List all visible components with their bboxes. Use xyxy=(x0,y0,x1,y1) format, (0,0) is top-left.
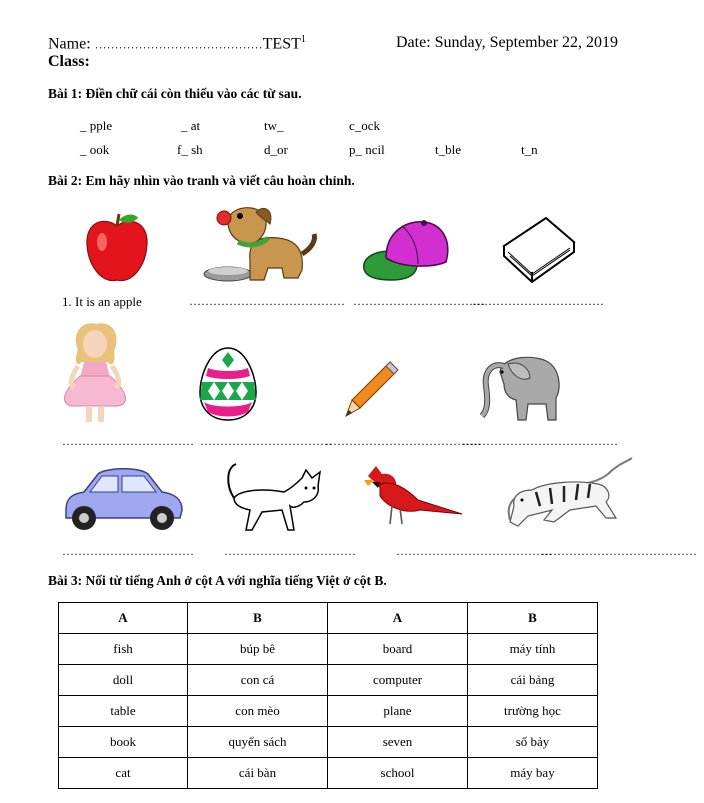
bai1-word: c_ock xyxy=(349,118,381,133)
bai1-word: t_ble xyxy=(435,142,461,157)
car-image xyxy=(62,464,184,534)
date-line: Date: Sunday, September 22, 2019 xyxy=(396,34,619,51)
bai3-title: Bài 3: Nối từ tiếng Anh ở cột A với nghĩa tiếng Việt ở cột B. xyxy=(48,573,387,588)
bai1-word: _ ook xyxy=(80,142,110,157)
answer-blank[interactable]: ………………………………… xyxy=(325,434,481,448)
bai1-word: d_or xyxy=(264,142,288,157)
table-cell: school xyxy=(328,758,468,789)
name-label: Name: xyxy=(48,35,95,53)
bai1-word: _ pple xyxy=(80,118,113,133)
bai1-word: f_ sh xyxy=(177,142,203,157)
column-header: A xyxy=(328,603,468,634)
table-cell: table xyxy=(59,696,188,727)
book-image xyxy=(500,212,578,282)
answer-blank[interactable]: ………………………………… xyxy=(462,434,618,448)
cat-image xyxy=(222,462,326,534)
table-row xyxy=(59,665,598,696)
answer-blank[interactable]: …………………………… xyxy=(200,434,332,448)
table-row xyxy=(59,727,598,758)
bai1-word: _ at xyxy=(181,118,201,133)
table-cell: búp bê xyxy=(188,634,328,665)
bai2-title: Bài 2: Em hãy nhìn vào tranh và viết câu hoàn chỉnh. xyxy=(48,173,355,188)
column-header: A xyxy=(59,603,188,634)
cap-image xyxy=(362,218,452,284)
table-row xyxy=(59,696,598,727)
table-cell: cái bàn xyxy=(188,758,328,789)
elephant-image xyxy=(478,348,562,424)
table-header-row xyxy=(59,603,598,634)
table-cell: computer xyxy=(328,665,468,696)
test-sup: 1 xyxy=(300,34,306,45)
table-cell: fish xyxy=(59,634,188,665)
answer-blank[interactable]: …………………………… xyxy=(62,544,194,558)
answer-blank[interactable]: ………………………………… xyxy=(189,294,345,308)
bai1-word: tw_ xyxy=(264,118,284,133)
pencil-image xyxy=(344,358,400,418)
bai1-word: p_ ncil xyxy=(349,142,385,157)
name-dots: …………………………………… xyxy=(94,37,263,52)
doll-image xyxy=(52,322,138,426)
cardinal-image xyxy=(362,466,466,530)
class-label: Class: xyxy=(48,53,90,70)
matching-table xyxy=(58,602,598,789)
column-header: B xyxy=(468,603,598,634)
answer-blank[interactable]: ………………………………… xyxy=(396,544,552,558)
table-cell: board xyxy=(328,634,468,665)
answer-blank[interactable]: ………………………………… xyxy=(541,544,697,558)
table-cell: máy tính xyxy=(468,634,598,665)
dog-image xyxy=(198,202,324,284)
table-cell: book xyxy=(59,727,188,758)
table-cell: cat xyxy=(59,758,188,789)
table-cell: con cá xyxy=(188,665,328,696)
table-row xyxy=(59,758,598,789)
table-cell: quyển sách xyxy=(188,727,328,758)
table-cell: plane xyxy=(328,696,468,727)
bai1-word: t_n xyxy=(521,142,538,157)
test-label: TEST xyxy=(262,35,301,53)
table-cell: doll xyxy=(59,665,188,696)
tiger-image xyxy=(506,456,634,534)
answer-blank[interactable]: …………………………… xyxy=(472,294,604,308)
table-cell: trường học xyxy=(468,696,598,727)
table-cell: seven xyxy=(328,727,468,758)
answer-blank[interactable]: …………………………… xyxy=(224,544,356,558)
column-header: B xyxy=(188,603,328,634)
bai1-title: Bài 1: Điền chữ cái còn thiếu vào các từ sau. xyxy=(48,86,302,101)
apple-image xyxy=(84,212,150,286)
egg-image xyxy=(198,346,258,422)
table-cell: số bảy xyxy=(468,727,598,758)
name-line xyxy=(48,34,306,53)
table-row xyxy=(59,634,598,665)
answer-blank[interactable]: …………………………… xyxy=(62,434,194,448)
table-cell: cái bảng xyxy=(468,665,598,696)
example-sentence: 1. It is an apple xyxy=(62,294,142,309)
table-cell: máy bay xyxy=(468,758,598,789)
answer-blank[interactable]: …………………………… xyxy=(353,294,485,308)
table-cell: con mèo xyxy=(188,696,328,727)
